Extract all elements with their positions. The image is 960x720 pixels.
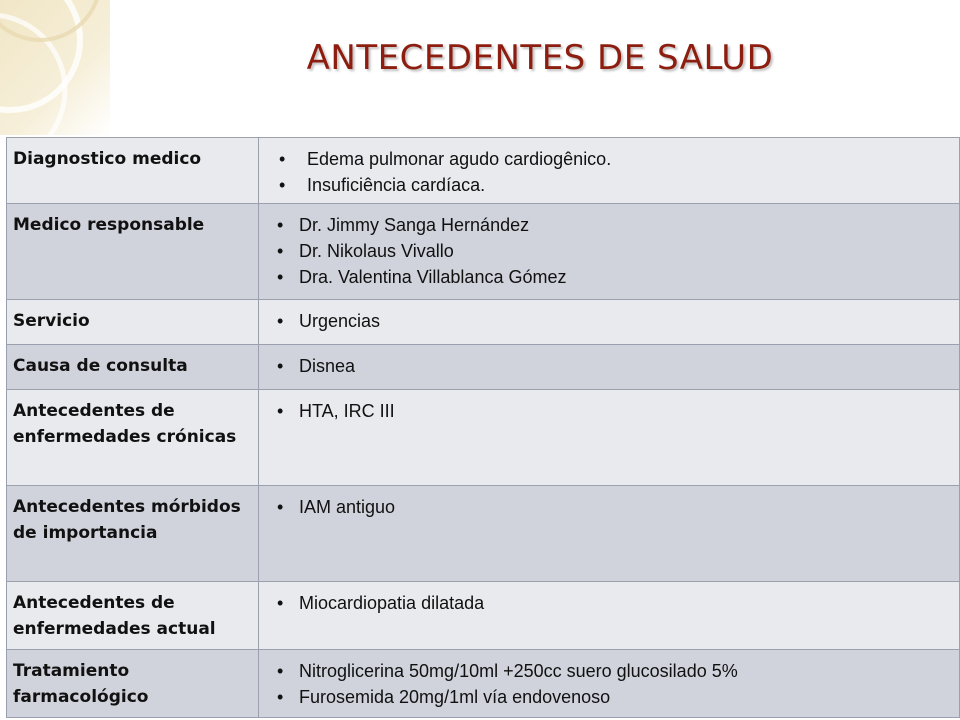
row-label: Servicio [7, 300, 259, 345]
row-value [259, 138, 960, 204]
decorative-circles-icon [0, 0, 110, 135]
row-value [259, 204, 960, 300]
row-label: Antecedentes de enfermedades actual [7, 582, 259, 650]
row-label: Antecedentes mórbidos de importancia [7, 486, 259, 582]
list-item: • Disnea [267, 353, 953, 379]
list-item: • HTA, IRC III [267, 398, 953, 424]
row-value [259, 390, 960, 486]
row-label: Medico responsable [7, 204, 259, 300]
table-row [7, 345, 960, 390]
table-row [7, 138, 960, 204]
table-row [7, 650, 960, 718]
list-item: • Urgencias [267, 308, 953, 334]
row-label: Causa de consulta [7, 345, 259, 390]
page-title: ANTECEDENTES DE SALUD [306, 38, 774, 78]
list-item: • Furosemida 20mg/1ml vía endovenoso [267, 684, 953, 710]
row-label: Tratamiento farmacológico [7, 650, 259, 718]
table-row [7, 300, 960, 345]
list-item: • Dr. Jimmy Sanga Hernández [267, 212, 953, 238]
table-row [7, 486, 960, 582]
row-value [259, 582, 960, 650]
row-value [259, 300, 960, 345]
list-item: • Nitroglicerina 50mg/10ml +250cc suero glucosilado 5% [267, 658, 953, 684]
list-item: • Miocardiopatia dilatada [267, 590, 953, 616]
row-value [259, 345, 960, 390]
row-value [259, 650, 960, 718]
list-item: • Edema pulmonar agudo cardiogênico. [267, 146, 953, 172]
list-item: • Dr. Nikolaus Vivallo [267, 238, 953, 264]
list-item: • Dra. Valentina Villablanca Gómez [267, 264, 953, 290]
table-row [7, 204, 960, 300]
decorative-corner [0, 0, 110, 135]
table-row [7, 390, 960, 486]
table-row [7, 582, 960, 650]
row-label: Antecedentes de enfermedades crónicas [7, 390, 259, 486]
health-history-table [6, 137, 960, 718]
list-item: • Insuficiência cardíaca. [267, 172, 953, 198]
list-item: • IAM antiguo [267, 494, 953, 520]
row-label: Diagnostico medico [7, 138, 259, 204]
row-value [259, 486, 960, 582]
